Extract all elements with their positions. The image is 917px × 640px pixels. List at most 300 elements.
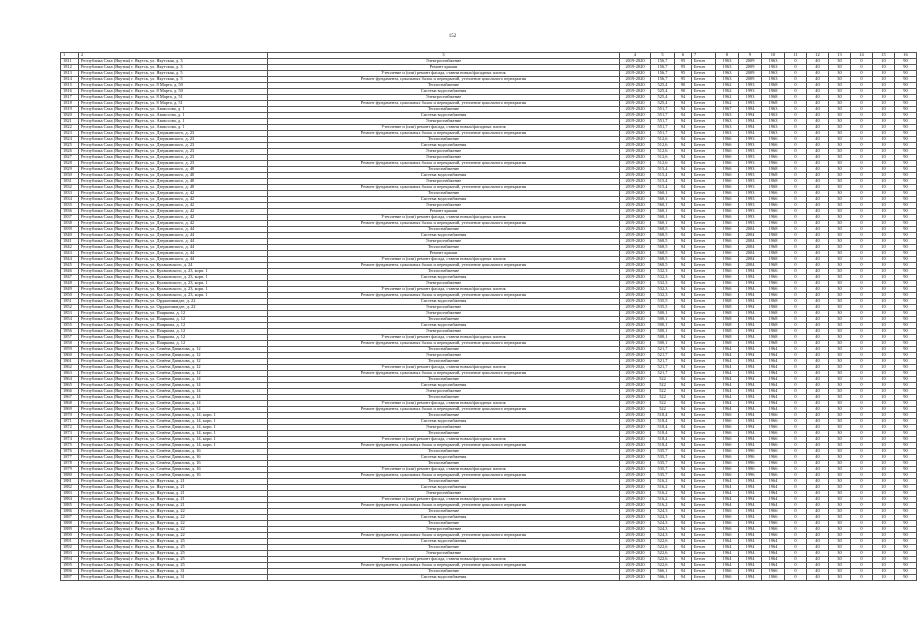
table-cell: 1966 [716, 137, 739, 143]
table-cell: 1966 [762, 209, 785, 215]
table-cell: Бетон [692, 311, 716, 317]
table-cell: 1882 [61, 485, 79, 491]
table-cell: Бетон [692, 497, 716, 503]
table-cell: 566,1 [651, 569, 675, 575]
table-cell: Республика Саха (Якутия) г. Якутск, ул. Семёна Данилова, д. 14, корп. 1 [79, 425, 268, 431]
table-cell: 1964 [716, 383, 739, 389]
table-cell: 1966 [762, 155, 785, 161]
table-cell: Электроснабжение [268, 203, 620, 209]
table-cell: 1816 [61, 89, 79, 95]
table-cell: 40 [807, 377, 829, 383]
table-cell: 40 [807, 239, 829, 245]
table-cell: 516,2 [651, 491, 675, 497]
table-cell: 0 [785, 341, 807, 347]
table-cell: 30 [829, 239, 851, 245]
table-cell: 94 [675, 167, 692, 173]
table-cell: 30 [829, 215, 851, 221]
table-cell: 2019-2020 [620, 227, 651, 233]
table-cell: 1966 [762, 449, 785, 455]
table-cell: 10 [873, 137, 895, 143]
table-cell: 10 [873, 281, 895, 287]
table-cell: 94 [675, 221, 692, 227]
table-cell: Бетон [692, 161, 716, 167]
table-cell: Республика Саха (Якутия) г. Якутск, ул. Якутская, д. 3 [79, 65, 268, 71]
table-cell: 30 [829, 269, 851, 275]
table-cell: 1968 [716, 299, 739, 305]
table-cell: 30 [829, 557, 851, 563]
table-cell: Бетон [692, 293, 716, 299]
table-cell: 90 [895, 329, 917, 335]
table-cell: Республика Саха (Якутия) г. Якутск, ул. Кулаковского, д. 23, корп. 1 [79, 269, 268, 275]
table-cell: 10 [873, 329, 895, 335]
table-cell: 40 [807, 341, 829, 347]
table-cell: 1964 [762, 353, 785, 359]
table-cell: 0 [851, 329, 873, 335]
table-cell: 30 [829, 419, 851, 425]
table-cell: 1827 [61, 155, 79, 161]
table-cell: 10 [873, 161, 895, 167]
table-cell: 515,4 [651, 179, 675, 185]
table-cell: 0 [851, 575, 873, 581]
table-cell: Республика Саха (Якутия) г. Якутск, ул. Семёна Данилова, д. 12 [79, 365, 268, 371]
table-cell: 1993 [739, 191, 762, 197]
table-cell: 90 [895, 413, 917, 419]
table-cell: 94 [675, 131, 692, 137]
table-cell: 1962 [716, 95, 739, 101]
table-cell: 0 [785, 407, 807, 413]
table-cell: 0 [785, 119, 807, 125]
table-cell: 535,7 [651, 461, 675, 467]
table-cell: Бетон [692, 365, 716, 371]
table-cell: 30 [829, 245, 851, 251]
table-cell: 40 [807, 461, 829, 467]
table-cell: 1993 [739, 185, 762, 191]
table-cell: 1993 [739, 83, 762, 89]
table-cell: 90 [895, 89, 917, 95]
table-cell: 0 [785, 59, 807, 65]
table-cell: Бетон [692, 479, 716, 485]
table-cell: 1964 [716, 377, 739, 383]
table-cell: 1880 [61, 473, 79, 479]
table-cell: 0 [851, 311, 873, 317]
table-cell: 0 [785, 335, 807, 341]
table-cell: 1844 [61, 257, 79, 263]
table-cell: 40 [807, 311, 829, 317]
table-cell: 0 [851, 461, 873, 467]
table-cell: 1968 [762, 299, 785, 305]
table-cell: 94 [675, 467, 692, 473]
table-cell: 0 [785, 227, 807, 233]
table-cell: 10 [873, 209, 895, 215]
table-cell: Республика Саха (Якутия) г. Якутск, ул. Дзержинского, д. 42 [79, 197, 268, 203]
table-cell: 518,4 [651, 425, 675, 431]
table-cell: 0 [785, 521, 807, 527]
table-cell: 10 [873, 185, 895, 191]
table-cell: Бетон [692, 353, 716, 359]
table-cell: 0 [785, 239, 807, 245]
table-cell: 1861 [61, 359, 79, 365]
table-cell: 1966 [716, 209, 739, 215]
table-cell: 30 [829, 449, 851, 455]
table-cell: Теплоснабжение [268, 317, 620, 323]
table-cell: Республика Саха (Якутия) г. Якутск, ул. Дзержинского, д. 23 [79, 155, 268, 161]
table-cell: 0 [785, 179, 807, 185]
table-cell: Республика Саха (Якутия) г. Якутск, ул. Якутская, д. 25 [79, 545, 268, 551]
table-cell: 94 [675, 197, 692, 203]
table-cell: Бетон [692, 449, 716, 455]
table-cell: 30 [829, 317, 851, 323]
table-cell: 0 [851, 449, 873, 455]
table-cell: 40 [807, 557, 829, 563]
table-cell: Республика Саха (Якутия) г. Якутск, ул. Пояркова, д. 12 [79, 329, 268, 335]
table-cell: 94 [675, 191, 692, 197]
table-cell: 30 [829, 329, 851, 335]
table-cell: 10 [873, 509, 895, 515]
table-cell: 94 [675, 569, 692, 575]
table-cell: 2019-2020 [620, 95, 651, 101]
table-cell: Бетон [692, 503, 716, 509]
table-cell: Электроснабжение [268, 155, 620, 161]
table-cell: Республика Саха (Якутия) г. Якутск, ул. Дзержинского, д. 40 [79, 167, 268, 173]
table-cell: 94 [675, 155, 692, 161]
table-cell: 0 [851, 89, 873, 95]
table-row [61, 575, 917, 581]
table-cell: Республика Саха (Якутия) г. Якутск, ул. Кулаковского, д. 23, корп. 1 [79, 293, 268, 299]
table-cell: 40 [807, 317, 829, 323]
table-cell: 1968 [762, 305, 785, 311]
table-cell: Республика Саха (Якутия) г. Якутск, ул. Аммосова, д. 1 [79, 107, 268, 113]
table-cell: Республика Саха (Якутия) г. Якутск, ул. Пояркова, д. 12 [79, 341, 268, 347]
table-cell: Бетон [692, 521, 716, 527]
table-cell: 1968 [762, 341, 785, 347]
table-cell: 1964 [762, 365, 785, 371]
table-cell: Бетон [692, 431, 716, 437]
table-cell: 0 [851, 401, 873, 407]
table-cell: 1967 [716, 107, 739, 113]
table-cell: 1812 [61, 65, 79, 71]
column-header-15: 15 [873, 53, 895, 59]
table-cell: 0 [851, 437, 873, 443]
table-cell: 1836 [61, 209, 79, 215]
table-cell: Теплоснабжение [268, 509, 620, 515]
table-cell: 0 [851, 137, 873, 143]
table-cell: 90 [895, 377, 917, 383]
table-cell: 2004 [739, 239, 762, 245]
table-cell: Бетон [692, 167, 716, 173]
table-cell: Республика Саха (Якутия) г. Якутск, ул. Дзержинского, д. 23 [79, 137, 268, 143]
table-cell: 10 [873, 473, 895, 479]
table-cell: Бетон [692, 437, 716, 443]
table-cell: 1857 [61, 335, 79, 341]
table-cell: 0 [785, 83, 807, 89]
table-cell: 1872 [61, 425, 79, 431]
table-cell: Бетон [692, 113, 716, 119]
table-cell: 1966 [762, 149, 785, 155]
table-cell: Система водоснабжения [268, 455, 620, 461]
table-cell: 94 [675, 347, 692, 353]
table-cell: 30 [829, 455, 851, 461]
table-cell: 2019-2020 [620, 89, 651, 95]
table-cell: Электроснабжение [268, 527, 620, 533]
table-cell: Республика Саха (Якутия) г. Якутск, ул. Дзержинского, д. 42 [79, 215, 268, 221]
table-cell: 0 [785, 509, 807, 515]
table-cell: Бетон [692, 275, 716, 281]
table-cell: Теплоснабжение [268, 347, 620, 353]
table-cell: 0 [851, 167, 873, 173]
table-cell: Бетон [692, 197, 716, 203]
table-cell: 1964 [762, 563, 785, 569]
table-cell: 0 [785, 545, 807, 551]
table-cell: 568,5 [651, 227, 675, 233]
table-cell: 0 [851, 335, 873, 341]
table-cell: Бетон [692, 569, 716, 575]
table-cell: 90 [895, 563, 917, 569]
table-cell: 90 [895, 461, 917, 467]
table-cell: 1964 [762, 401, 785, 407]
table-cell: 90 [895, 191, 917, 197]
table-cell: 40 [807, 89, 829, 95]
table-cell: 90 [895, 143, 917, 149]
table-cell: 30 [829, 551, 851, 557]
table-cell: 40 [807, 299, 829, 305]
table-cell: Система водоснабжения [268, 485, 620, 491]
table-cell: 0 [785, 71, 807, 77]
table-cell: Республика Саха (Якутия) г. Якутск, ул. Семёна Данилова, д. 12 [79, 371, 268, 377]
table-cell: 1964 [716, 545, 739, 551]
table-cell: 0 [851, 107, 873, 113]
table-cell: 2019-2020 [620, 359, 651, 365]
table-cell: 522 [651, 395, 675, 401]
table-cell: 90 [895, 449, 917, 455]
table-cell: 0 [851, 293, 873, 299]
table-cell: 94 [675, 125, 692, 131]
table-cell: 532,3 [651, 269, 675, 275]
table-cell: 2019-2020 [620, 383, 651, 389]
table-cell: 1994 [739, 311, 762, 317]
table-cell: Электроснабжение [268, 281, 620, 287]
table-cell: 0 [785, 455, 807, 461]
table-cell: 40 [807, 389, 829, 395]
table-cell: 30 [829, 473, 851, 479]
table-cell: Система водоснабжения [268, 515, 620, 521]
table-cell: 1964 [762, 551, 785, 557]
table-cell: 1834 [61, 197, 79, 203]
table-cell: 30 [829, 173, 851, 179]
table-cell: 30 [829, 101, 851, 107]
table-cell: 1994 [739, 533, 762, 539]
table-cell: 0 [785, 191, 807, 197]
table-cell: 0 [851, 431, 873, 437]
table-cell: Бетон [692, 281, 716, 287]
table-cell: 0 [785, 263, 807, 269]
table-cell: Теплоснабжение [268, 83, 620, 89]
table-cell: 522,6 [651, 563, 675, 569]
table-cell: 10 [873, 485, 895, 491]
table-cell: 1968 [716, 317, 739, 323]
table-cell: 10 [873, 425, 895, 431]
table-cell: 94 [675, 185, 692, 191]
table-cell: 1877 [61, 455, 79, 461]
table-cell: 90 [895, 491, 917, 497]
table-cell: 90 [895, 71, 917, 77]
table-cell: 0 [785, 323, 807, 329]
table-cell: 30 [829, 203, 851, 209]
table-cell: Бетон [692, 539, 716, 545]
table-cell: 0 [785, 491, 807, 497]
table-cell: 90 [895, 359, 917, 365]
table-cell: 1993 [739, 89, 762, 95]
table-cell: Бетон [692, 77, 716, 83]
table-cell: 0 [785, 203, 807, 209]
table-cell: 1966 [716, 239, 739, 245]
table-cell: 500,1 [651, 311, 675, 317]
table-cell: Республика Саха (Якутия) г. Якутск, ул. Семёна Данилова, д. 12 [79, 347, 268, 353]
table-cell: 10 [873, 557, 895, 563]
table-cell: 0 [785, 365, 807, 371]
table-cell: 40 [807, 401, 829, 407]
table-cell: 0 [785, 209, 807, 215]
table-cell: 0 [785, 449, 807, 455]
table-cell: 2019-2020 [620, 107, 651, 113]
table-cell: 1964 [762, 407, 785, 413]
table-cell: Утепление и (или) ремонт фасада, ставни новых/фасадных плиток [268, 467, 620, 473]
table-cell: 90 [895, 425, 917, 431]
table-cell: 30 [829, 167, 851, 173]
table-cell: 1968 [762, 89, 785, 95]
table-cell: 90 [895, 365, 917, 371]
table-cell: 1964 [762, 389, 785, 395]
table-cell: Республика Саха (Якутия) г. Якутск, ул. Семёна Данилова, д. 16 [79, 473, 268, 479]
table-cell: Республика Саха (Якутия) г. Якутск, ул. Якутская, д. 31 [79, 569, 268, 575]
table-cell: 1966 [762, 509, 785, 515]
table-cell: Бетон [692, 203, 716, 209]
table-cell: 90 [895, 455, 917, 461]
table-cell: 0 [851, 287, 873, 293]
table-cell: 1820 [61, 113, 79, 119]
table-cell: 1994 [739, 575, 762, 581]
table-cell: Бетон [692, 425, 716, 431]
table-cell: 1896 [61, 569, 79, 575]
table-cell: 1968 [762, 179, 785, 185]
table-cell: 40 [807, 59, 829, 65]
table-cell: 1856 [61, 329, 79, 335]
table-cell: 532,3 [651, 275, 675, 281]
table-cell: 10 [873, 227, 895, 233]
table-cell: 1994 [739, 299, 762, 305]
table-cell: 2019-2020 [620, 443, 651, 449]
table-cell: 2019-2020 [620, 365, 651, 371]
table-cell: 94 [675, 455, 692, 461]
table-cell: 30 [829, 95, 851, 101]
table-cell: 30 [829, 209, 851, 215]
table-cell: 0 [851, 257, 873, 263]
table-cell: 40 [807, 437, 829, 443]
table-cell: 521,7 [651, 371, 675, 377]
table-cell: 1821 [61, 119, 79, 125]
table-cell: 0 [851, 455, 873, 461]
table-cell: 1964 [762, 485, 785, 491]
table-cell: 1873 [61, 431, 79, 437]
table-cell: 94 [675, 371, 692, 377]
table-cell: 30 [829, 299, 851, 305]
table-cell: 1966 [762, 191, 785, 197]
table-cell: 535,7 [651, 455, 675, 461]
table-cell: 522 [651, 407, 675, 413]
table-cell: Республика Саха (Якутия) г. Якутск, ул. Семёна Данилова, д. 14 [79, 401, 268, 407]
column-header-13: 13 [829, 53, 851, 59]
table-cell: 10 [873, 149, 895, 155]
table-cell: 0 [785, 149, 807, 155]
table-cell: 2019-2020 [620, 299, 651, 305]
table-cell: 1966 [716, 161, 739, 167]
table-cell: 40 [807, 521, 829, 527]
table-cell: 40 [807, 125, 829, 131]
table-cell: 40 [807, 473, 829, 479]
table-cell: 1881 [61, 479, 79, 485]
table-cell: Бетон [692, 251, 716, 257]
table-cell: 40 [807, 137, 829, 143]
table-cell: 2019-2020 [620, 515, 651, 521]
table-cell: 90 [895, 569, 917, 575]
table-cell: 1993 [739, 179, 762, 185]
table-cell: Ремонт фундамента, цокольных балок и перекрытий, утепление цокольного перекрытия [268, 185, 620, 191]
table-cell: Система водоснабжения [268, 575, 620, 581]
table-cell: 1968 [762, 101, 785, 107]
table-cell: 568,5 [651, 257, 675, 263]
table-cell: Система водоснабжения [268, 539, 620, 545]
table-cell: 10 [873, 167, 895, 173]
table-cell: Республика Саха (Якутия) г. Якутск, ул. Пояркова, д. 12 [79, 311, 268, 317]
table-cell: 0 [851, 263, 873, 269]
table-cell: Электроснабжение [268, 179, 620, 185]
table-cell: 568,5 [651, 239, 675, 245]
table-cell: 1966 [716, 515, 739, 521]
table-cell: 1993 [739, 137, 762, 143]
table-cell: Бетон [692, 341, 716, 347]
table-cell: 10 [873, 371, 895, 377]
table-cell: 535,7 [651, 449, 675, 455]
table-cell: 90 [895, 503, 917, 509]
table-cell: 2019-2020 [620, 185, 651, 191]
table-cell: 1966 [716, 425, 739, 431]
table-cell: 1996 [739, 467, 762, 473]
table-cell: 0 [785, 563, 807, 569]
table-cell: 515,4 [651, 173, 675, 179]
table-cell: Республика Саха (Якутия) г. Якутск, ул. Дзержинского, д. 44 [79, 257, 268, 263]
table-cell: 0 [785, 287, 807, 293]
table-cell: Система водоснабжения [268, 383, 620, 389]
table-cell: 0 [785, 359, 807, 365]
table-cell: 10 [873, 203, 895, 209]
table-cell: Система водоснабжения [268, 89, 620, 95]
table-cell: 10 [873, 539, 895, 545]
table-cell: 1819 [61, 107, 79, 113]
table-cell: 1994 [739, 389, 762, 395]
table-cell: Ремонт фундамента, цокольных балок и перекрытий, утепление цокольного перекрытия [268, 161, 620, 167]
table-cell: 0 [785, 467, 807, 473]
table-cell: 94 [675, 491, 692, 497]
table-cell: 30 [829, 131, 851, 137]
table-cell: 1964 [716, 401, 739, 407]
table-cell: 551,7 [651, 125, 675, 131]
table-cell: Бетон [692, 509, 716, 515]
table-cell: 2019-2020 [620, 479, 651, 485]
table-cell: 94 [675, 251, 692, 257]
table-cell: 10 [873, 437, 895, 443]
table-cell: Республика Саха (Якутия) г. Якутск, ул. Якутская, д. 25 [79, 539, 268, 545]
table-cell: 516,2 [651, 503, 675, 509]
table-cell: 40 [807, 515, 829, 521]
